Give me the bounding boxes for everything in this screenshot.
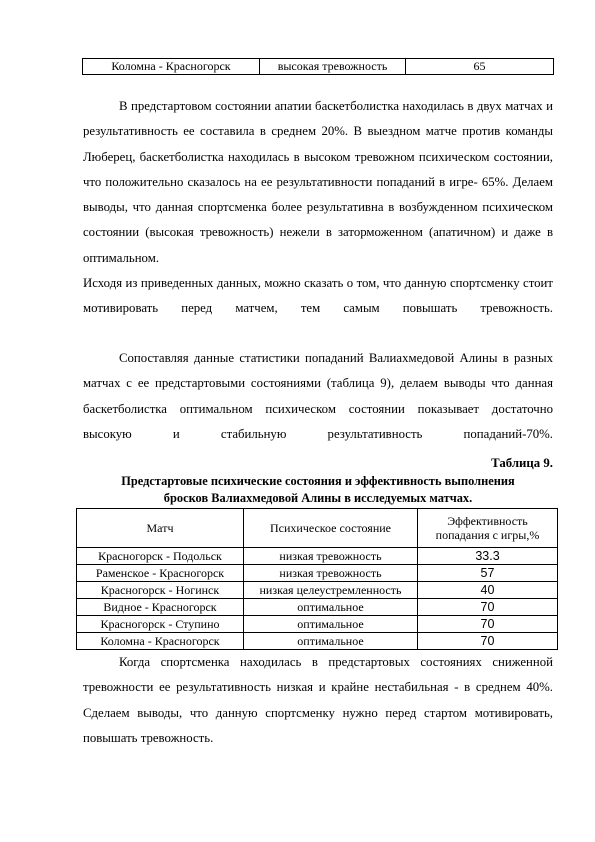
table-number: Таблица 9. [491, 456, 553, 470]
table-title [83, 473, 553, 506]
cell-value: 65 [406, 59, 554, 75]
header-state: Психическое состояние [244, 509, 418, 548]
cell-state: оптимальное [244, 616, 418, 633]
cell-state: низкая целеустремленность [244, 582, 418, 599]
cell-value: 40 [418, 582, 558, 599]
table-title-line: Предстартовые психические состояния и эффективность выполнения [121, 474, 515, 488]
continued-table [82, 58, 554, 75]
cell-value: 70 [418, 633, 558, 650]
table-row [77, 633, 558, 650]
cell-state: оптимальное [244, 599, 418, 616]
cell-match: Красногорск - Ступино [77, 616, 244, 633]
cell-match: Видное - Красногорск [77, 599, 244, 616]
cell-state: высокая тревожность [260, 59, 406, 75]
pre-start-states-table [76, 508, 558, 650]
cell-match: Красногорск - Подольск [77, 548, 244, 565]
header-efficiency: Эффективность попадания с игры,% [418, 509, 558, 548]
cell-state: низкая тревожность [244, 565, 418, 582]
table-row [77, 548, 558, 565]
cell-match: Коломна - Красногорск [83, 59, 260, 75]
table-title-line: бросков Валиахмедовой Алины в исследуемых матчах. [163, 490, 473, 505]
table-row [77, 616, 558, 633]
cell-value: 70 [418, 616, 558, 633]
table-row [77, 565, 558, 582]
cell-state: оптимальное [244, 633, 418, 650]
table-row [83, 59, 554, 75]
paragraph-motivation: Исходя из приведенных данных, можно сказать о том, что данную спортсменку стоит мотивировать перед матчем, тем самым повышать тревожность. [83, 276, 553, 316]
cell-value: 57 [418, 565, 558, 582]
cell-value: 33.3 [418, 548, 558, 565]
cell-value: 70 [418, 599, 558, 616]
cell-state: низкая тревожность [244, 548, 418, 565]
table-header-row [77, 509, 558, 548]
header-match: Матч [77, 509, 244, 548]
cell-match: Раменское - Красногорск [77, 565, 244, 582]
paragraph-low-anxiety-conclusion: Когда спортсменка находилась в предстартовых состояниях сниженной тревожности ее результативность низкая и крайне нестабильная - в среднем 40%. Сделаем выводы, что данную спортсменку нужно перед стартом мотивировать, повышать тревожность. [83, 655, 553, 745]
paragraph-apathy-analysis: В предстартовом состоянии апатии баскетболистка находилась в двух матчах и результативность ее составила в среднем 20%. В выездном матче против команды Люберец, баскетболистка находилась в высоком тревожном психическом состоянии, что положительно сказалось на ее результативности попаданий в игре- 65%. Делаем выводы, что данная спортсменка более результативна в возбужденном психическом состоянии (высокая тревожность) нежели в заторможенном (апатичном) и даже в оптимальном. [83, 99, 553, 265]
table-row [77, 582, 558, 599]
table-row [77, 599, 558, 616]
cell-match: Коломна - Красногорск [77, 633, 244, 650]
paragraph-statistics-comparison: Сопоставляя данные статистики попаданий Валиахмедовой Алины в разных матчах с ее предстартовыми состояниями (таблица 9), делаем выводы что данная баскетболистка оптимальном психическом состоянии показывает достаточно высокую и стабильную результативность попаданий-70%. [83, 351, 553, 441]
cell-match: Красногорск - Ногинск [77, 582, 244, 599]
